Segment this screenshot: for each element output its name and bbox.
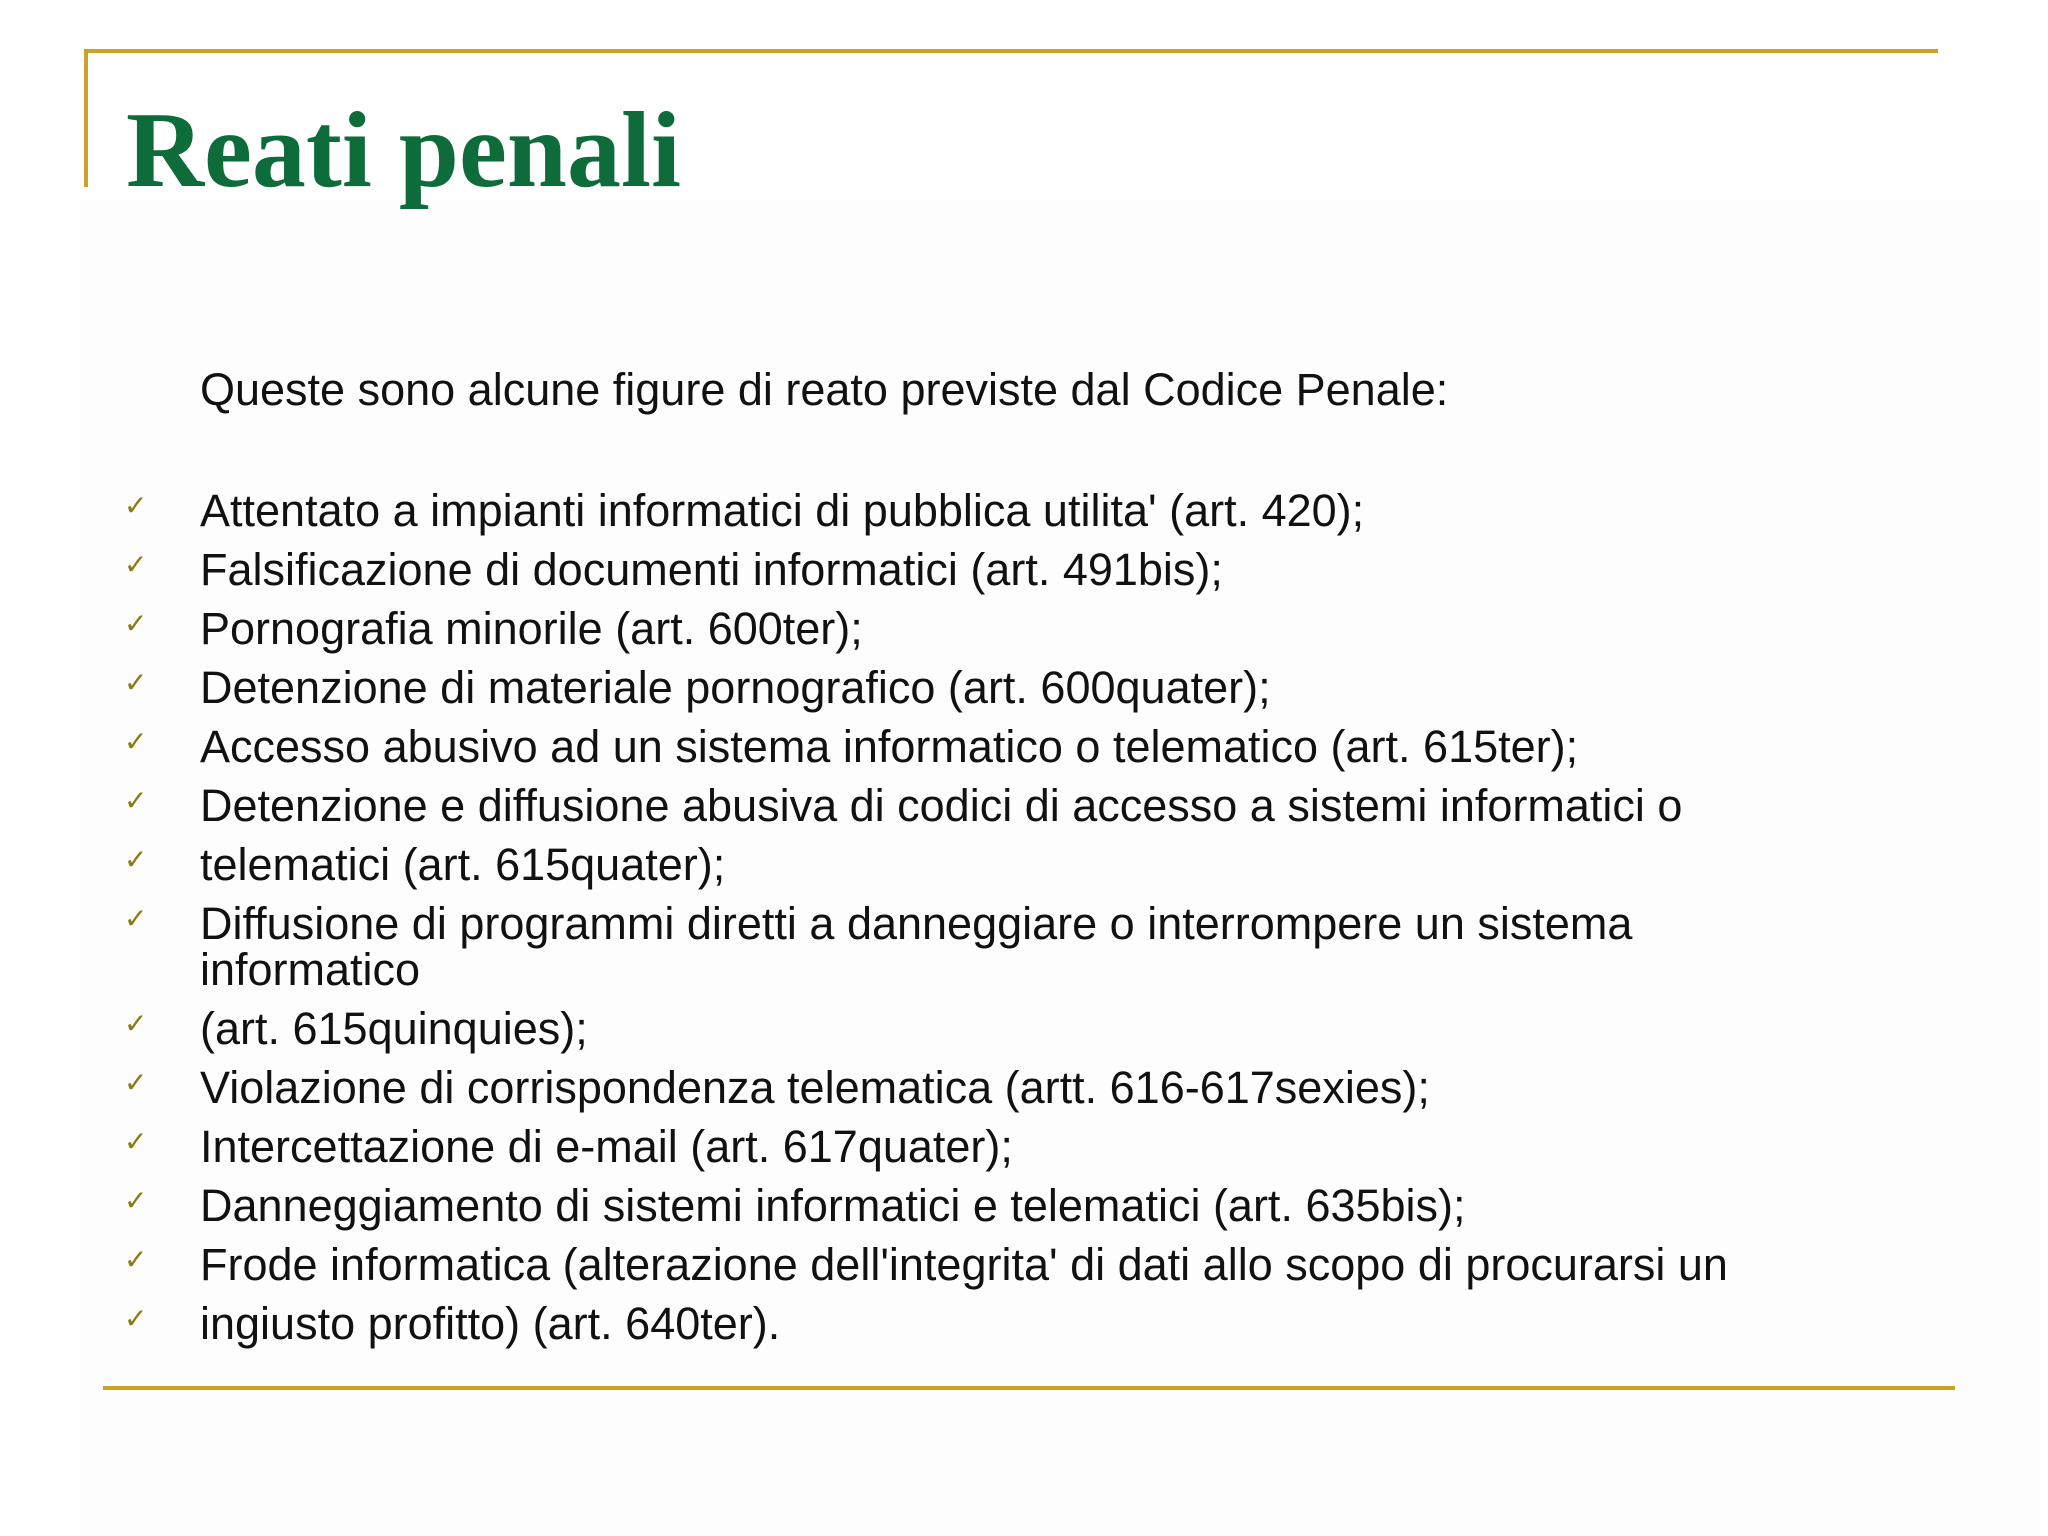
checkmark-icon: ✓ <box>124 1008 148 1039</box>
list-item-text: Detenzione di materiale pornografico (art. 600quater); <box>200 662 1271 713</box>
checkmark-icon: ✓ <box>124 903 148 934</box>
intro-text: Queste sono alcune figure di reato previste dal Codice Penale: <box>200 364 1449 415</box>
frame-bottom-rule <box>103 1386 1955 1390</box>
slide-title: Reati penali <box>126 91 681 210</box>
checkmark-icon: ✓ <box>124 1244 148 1275</box>
list-item-text: Intercettazione di e-mail (art. 617quater); <box>200 1121 1013 1172</box>
checkmark-icon: ✓ <box>124 667 148 698</box>
list-item-text: (art. 615quinquies); <box>200 1003 588 1054</box>
frame-left-rule <box>84 49 88 187</box>
list-item-text: Accesso abusivo ad un sistema informatico o telematico (art. 615ter); <box>200 721 1579 772</box>
checkmark-icon: ✓ <box>124 1067 148 1098</box>
list-item-text: Falsificazione di documenti informatici (art. 491bis); <box>200 544 1223 595</box>
list-item-text: Detenzione e diffusione abusiva di codici di accesso a sistemi informatici o <box>200 780 1683 831</box>
frame-top-rule <box>84 49 1938 53</box>
checkmark-icon: ✓ <box>124 608 148 639</box>
list-item-text: Frode informatica (alterazione dell'integrita' di dati allo scopo di procurarsi un <box>200 1239 1728 1290</box>
checkmark-icon: ✓ <box>124 785 148 816</box>
list-item-text: telematici (art. 615quater); <box>200 839 726 890</box>
checkmark-icon: ✓ <box>124 1126 148 1157</box>
list-item-text: ingiusto profitto) (art. 640ter). <box>200 1298 781 1349</box>
list-item-text: Attentato a impianti informatici di pubblica utilita' (art. 420); <box>200 485 1365 536</box>
checkmark-icon: ✓ <box>124 726 148 757</box>
list-item-text-continuation: informatico <box>200 944 421 995</box>
checkmark-icon: ✓ <box>124 549 148 580</box>
checkmark-icon: ✓ <box>124 1303 148 1334</box>
checkmark-icon: ✓ <box>124 1185 148 1216</box>
list-item-text: Diffusione di programmi diretti a danneggiare o interrompere un sistema <box>200 898 1633 949</box>
checkmark-icon: ✓ <box>124 490 148 521</box>
list-item-text: Violazione di corrispondenza telematica (artt. 616-617sexies); <box>200 1062 1430 1113</box>
checkmark-icon: ✓ <box>124 844 148 875</box>
list-item-text: Danneggiamento di sistemi informatici e telematici (art. 635bis); <box>200 1180 1466 1231</box>
list-item-text: Pornografia minorile (art. 600ter); <box>200 603 863 654</box>
